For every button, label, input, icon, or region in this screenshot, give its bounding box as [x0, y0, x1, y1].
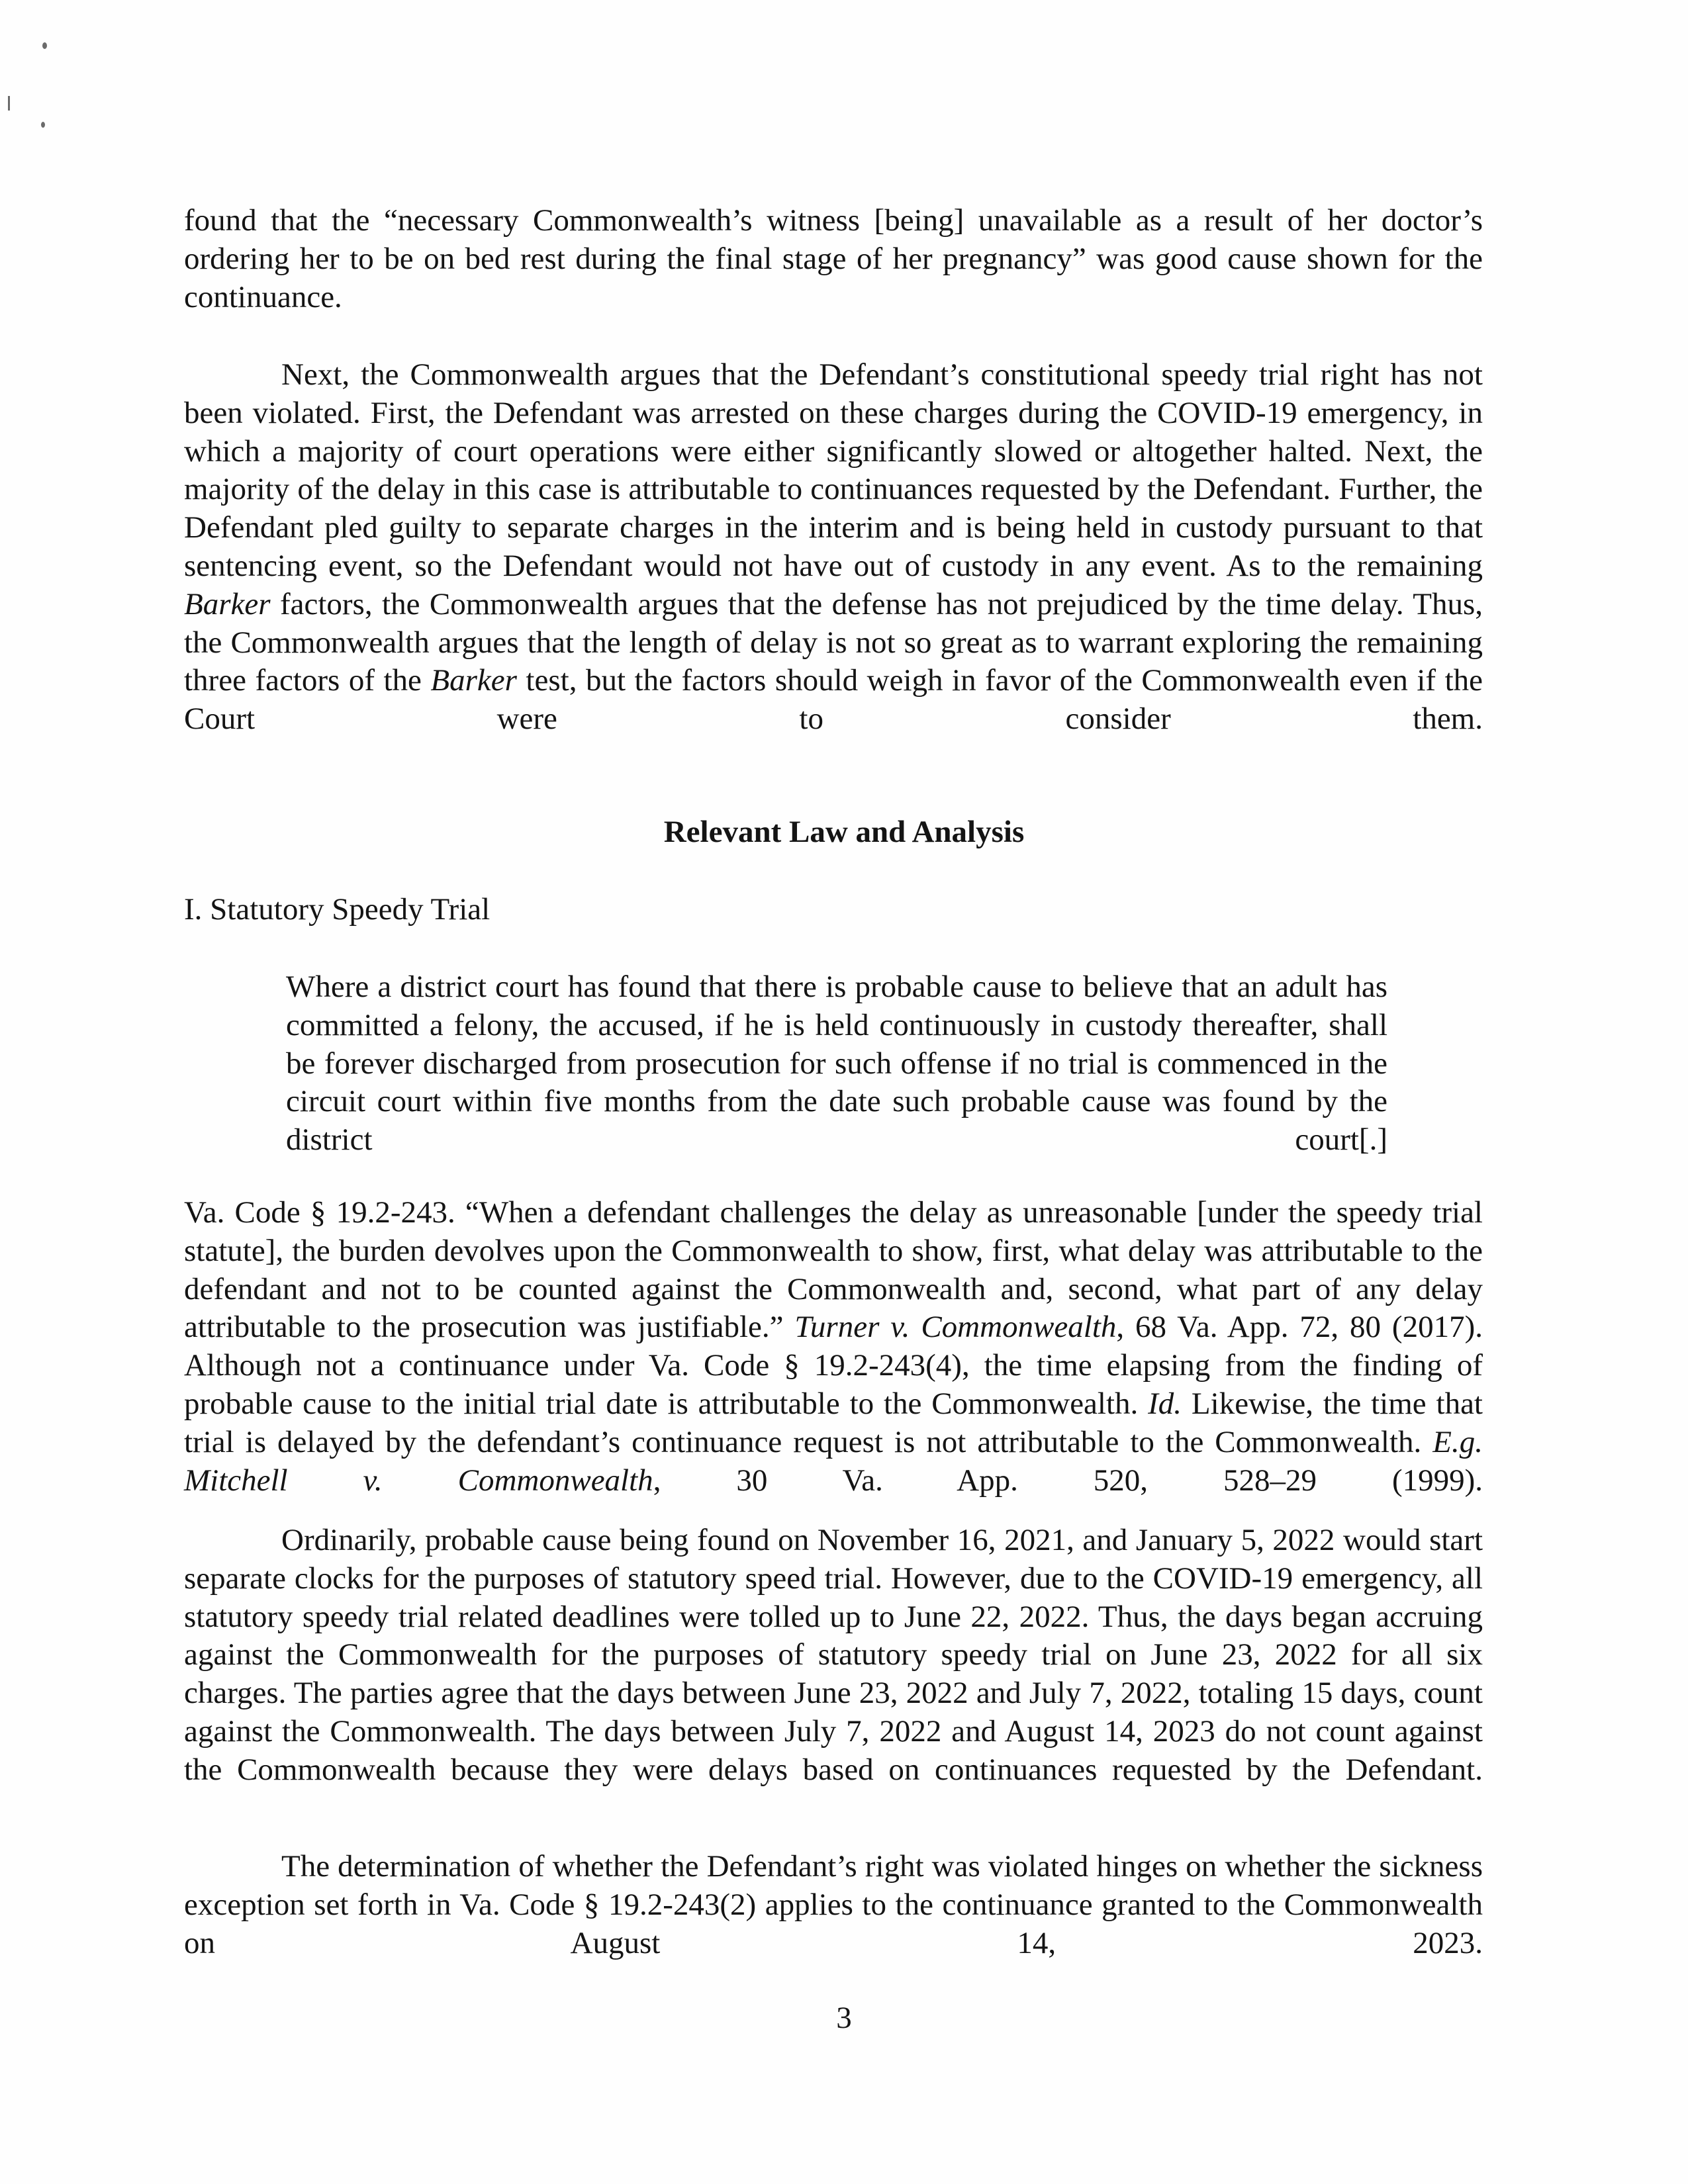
- paragraph-sickness-exception: The determination of whether the Defendant’s right was violated hinges on whether the sickness exception set forth in Va. Code § 19.2-243(2) applies to the continuance granted to the Commonwealth on August 14, 2023.: [184, 1849, 1483, 1960]
- scan-speck: [8, 96, 10, 111]
- text-run: , 68 Va. App. 72, 80 (2017). Although not a continuance under Va. Code § 19.2-243(4), the time elapsing from the finding of probable cause to the initial trial date is attributable to the Commonwealth.: [184, 1310, 1483, 1421]
- text-run: factors, the Commonwealth argues that the defense has not prejudiced by the time delay. Thus, the Commonwealth argues that the length of delay is not so great as to warrant exploring the remaining three factors of the: [184, 586, 1483, 698]
- case-name-italic: Turner v. Commonwealth: [794, 1310, 1117, 1345]
- case-name-italic: E.g. Mitchell v. Commonwealth: [184, 1424, 1483, 1498]
- scan-speck: [42, 42, 47, 49]
- paragraph-speedy-trial-timeline: Ordinarily, probable cause being found on November 16, 2021, and January 5, 2022 would start separate clocks for the purposes of statutory speed trial. However, due to the COVID-19 emergency, all statutory speedy trial related deadlines were tolled up to June 22, 2022. Thus, the days began accruing against the Commonwealth for the purposes of statutory speedy trial on June 23, 2022 for all six charges. The parties agree that the days between June 23, 2022 and July 7, 2022, totaling 15 days, count against the Commonwealth. The days between July 7, 2022 and August 14, 2023 do not count against the Commonwealth because they were delays based on continuances requested by the Defendant.: [184, 1523, 1483, 1787]
- case-name-italic: Barker: [184, 586, 271, 621]
- section-heading: Relevant Law and Analysis: [663, 815, 1025, 849]
- citation-italic: Id.: [1148, 1386, 1182, 1421]
- text-run: test, but the factors should weigh in favor of the Commonwealth even if the Court were to consider them.: [184, 663, 1483, 737]
- paragraph-continued-finding: found that the “necessary Commonwealth’s witness [being] unavailable as a result of her doctor’s ordering her to be on bed rest during the final stage of her pregnancy” was good cause shown for the continuance.: [184, 203, 1483, 314]
- scan-speck: [41, 122, 45, 128]
- paragraph-statute-analysis: [184, 1194, 1483, 1538]
- case-name-italic: Barker: [430, 663, 517, 698]
- text-run: , 30 Va. App. 520, 528–29 (1999).: [653, 1463, 1483, 1498]
- text-run: Next, the Commonwealth argues that the Defendant’s constitutional speedy trial right has not been violated. First, the Defendant was arrested on these charges during the COVID-19 emergency, in which a majority of court operations were either significantly slowed or altogether halted. Next, the majority of the delay in this case is attributable to continuances requested by the Defendant. Further, the Defendant pled guilty to separate charges in the interim and is being held in custody pursuant to that sentencing event, so the Defendant would not have out of custody in any event. As to the remaining: [184, 357, 1483, 583]
- text-run: Va. Code § 19.2-243. “When a defendant challenges the delay as unreasonable [under the speedy trial statute], the burden devolves upon the Commonwealth to show, first, what delay was attributable to the defendant and not to be counted against the Commonwealth and, second, what part of any delay attributable to the prosecution was justifiable.”: [184, 1195, 1483, 1345]
- page-number: 3: [836, 2001, 852, 2035]
- text-run: Likewise, the time that trial is delayed by the defendant’s continuance request is not attributable to the Commonwealth.: [184, 1386, 1483, 1459]
- subsection-title: I. Statutory Speedy Trial: [184, 892, 491, 927]
- paragraph-commonwealth-argument: [184, 356, 1483, 777]
- block-quote: Where a district court has found that there is probable cause to believe that an adult has committed a felony, the accused, if he is held continuously in custody thereafter, shall be forever discharged from prosecution for such offense if no trial is commenced in the circuit court within five months from the date such probable cause was found by the district court[.]: [286, 970, 1387, 1158]
